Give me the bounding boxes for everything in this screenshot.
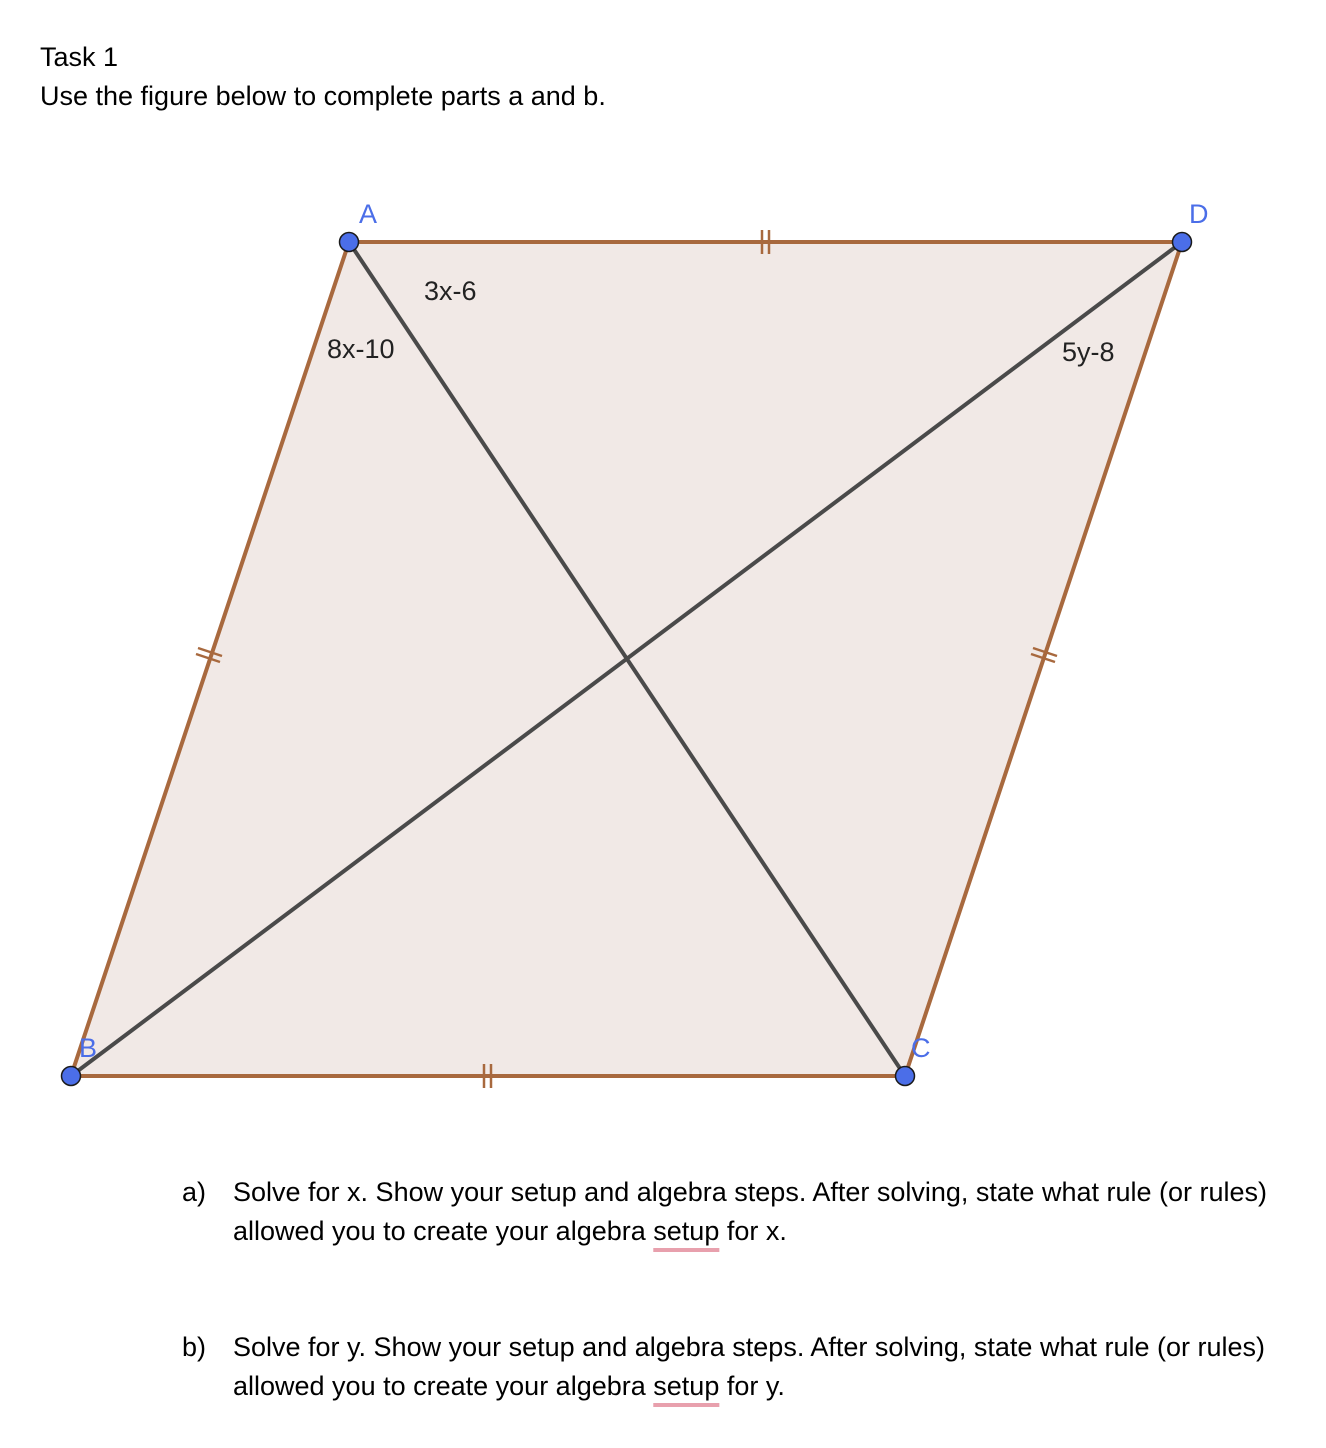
vertex-label-c: C	[911, 1033, 931, 1063]
spellcheck-underline: setup	[653, 1216, 720, 1246]
question-b	[182, 1328, 1292, 1406]
question-b-text: Solve for y. Show your setup and algebra steps. After solving, state what rule (or rules) allowed you to create your algebra setup for y.	[233, 1332, 1266, 1401]
vertex-label-b: B	[79, 1033, 98, 1063]
expression-8x-10: 8x-10	[327, 334, 395, 364]
point-a	[340, 233, 359, 252]
task-title: Task 1	[40, 42, 119, 72]
question-a-text: Solve for x. Show your setup and algebra steps. After solving, state what rule (or rules) allowed you to create your algebra setup for x.	[233, 1177, 1268, 1246]
point-b	[62, 1067, 81, 1086]
question-a-label: a)	[182, 1177, 207, 1207]
vertex-label-d: D	[1189, 199, 1209, 229]
point-c	[896, 1067, 915, 1086]
task-instruction: Use the figure below to complete parts a and b.	[40, 81, 606, 111]
point-d	[1173, 233, 1192, 252]
vertex-label-a: A	[359, 199, 378, 229]
question-a	[182, 1173, 1292, 1251]
expression-3x-6: 3x-6	[424, 276, 477, 306]
expression-5y-8: 5y-8	[1062, 337, 1115, 367]
spellcheck-underline: setup	[653, 1371, 720, 1401]
question-b-label: b)	[182, 1332, 207, 1362]
